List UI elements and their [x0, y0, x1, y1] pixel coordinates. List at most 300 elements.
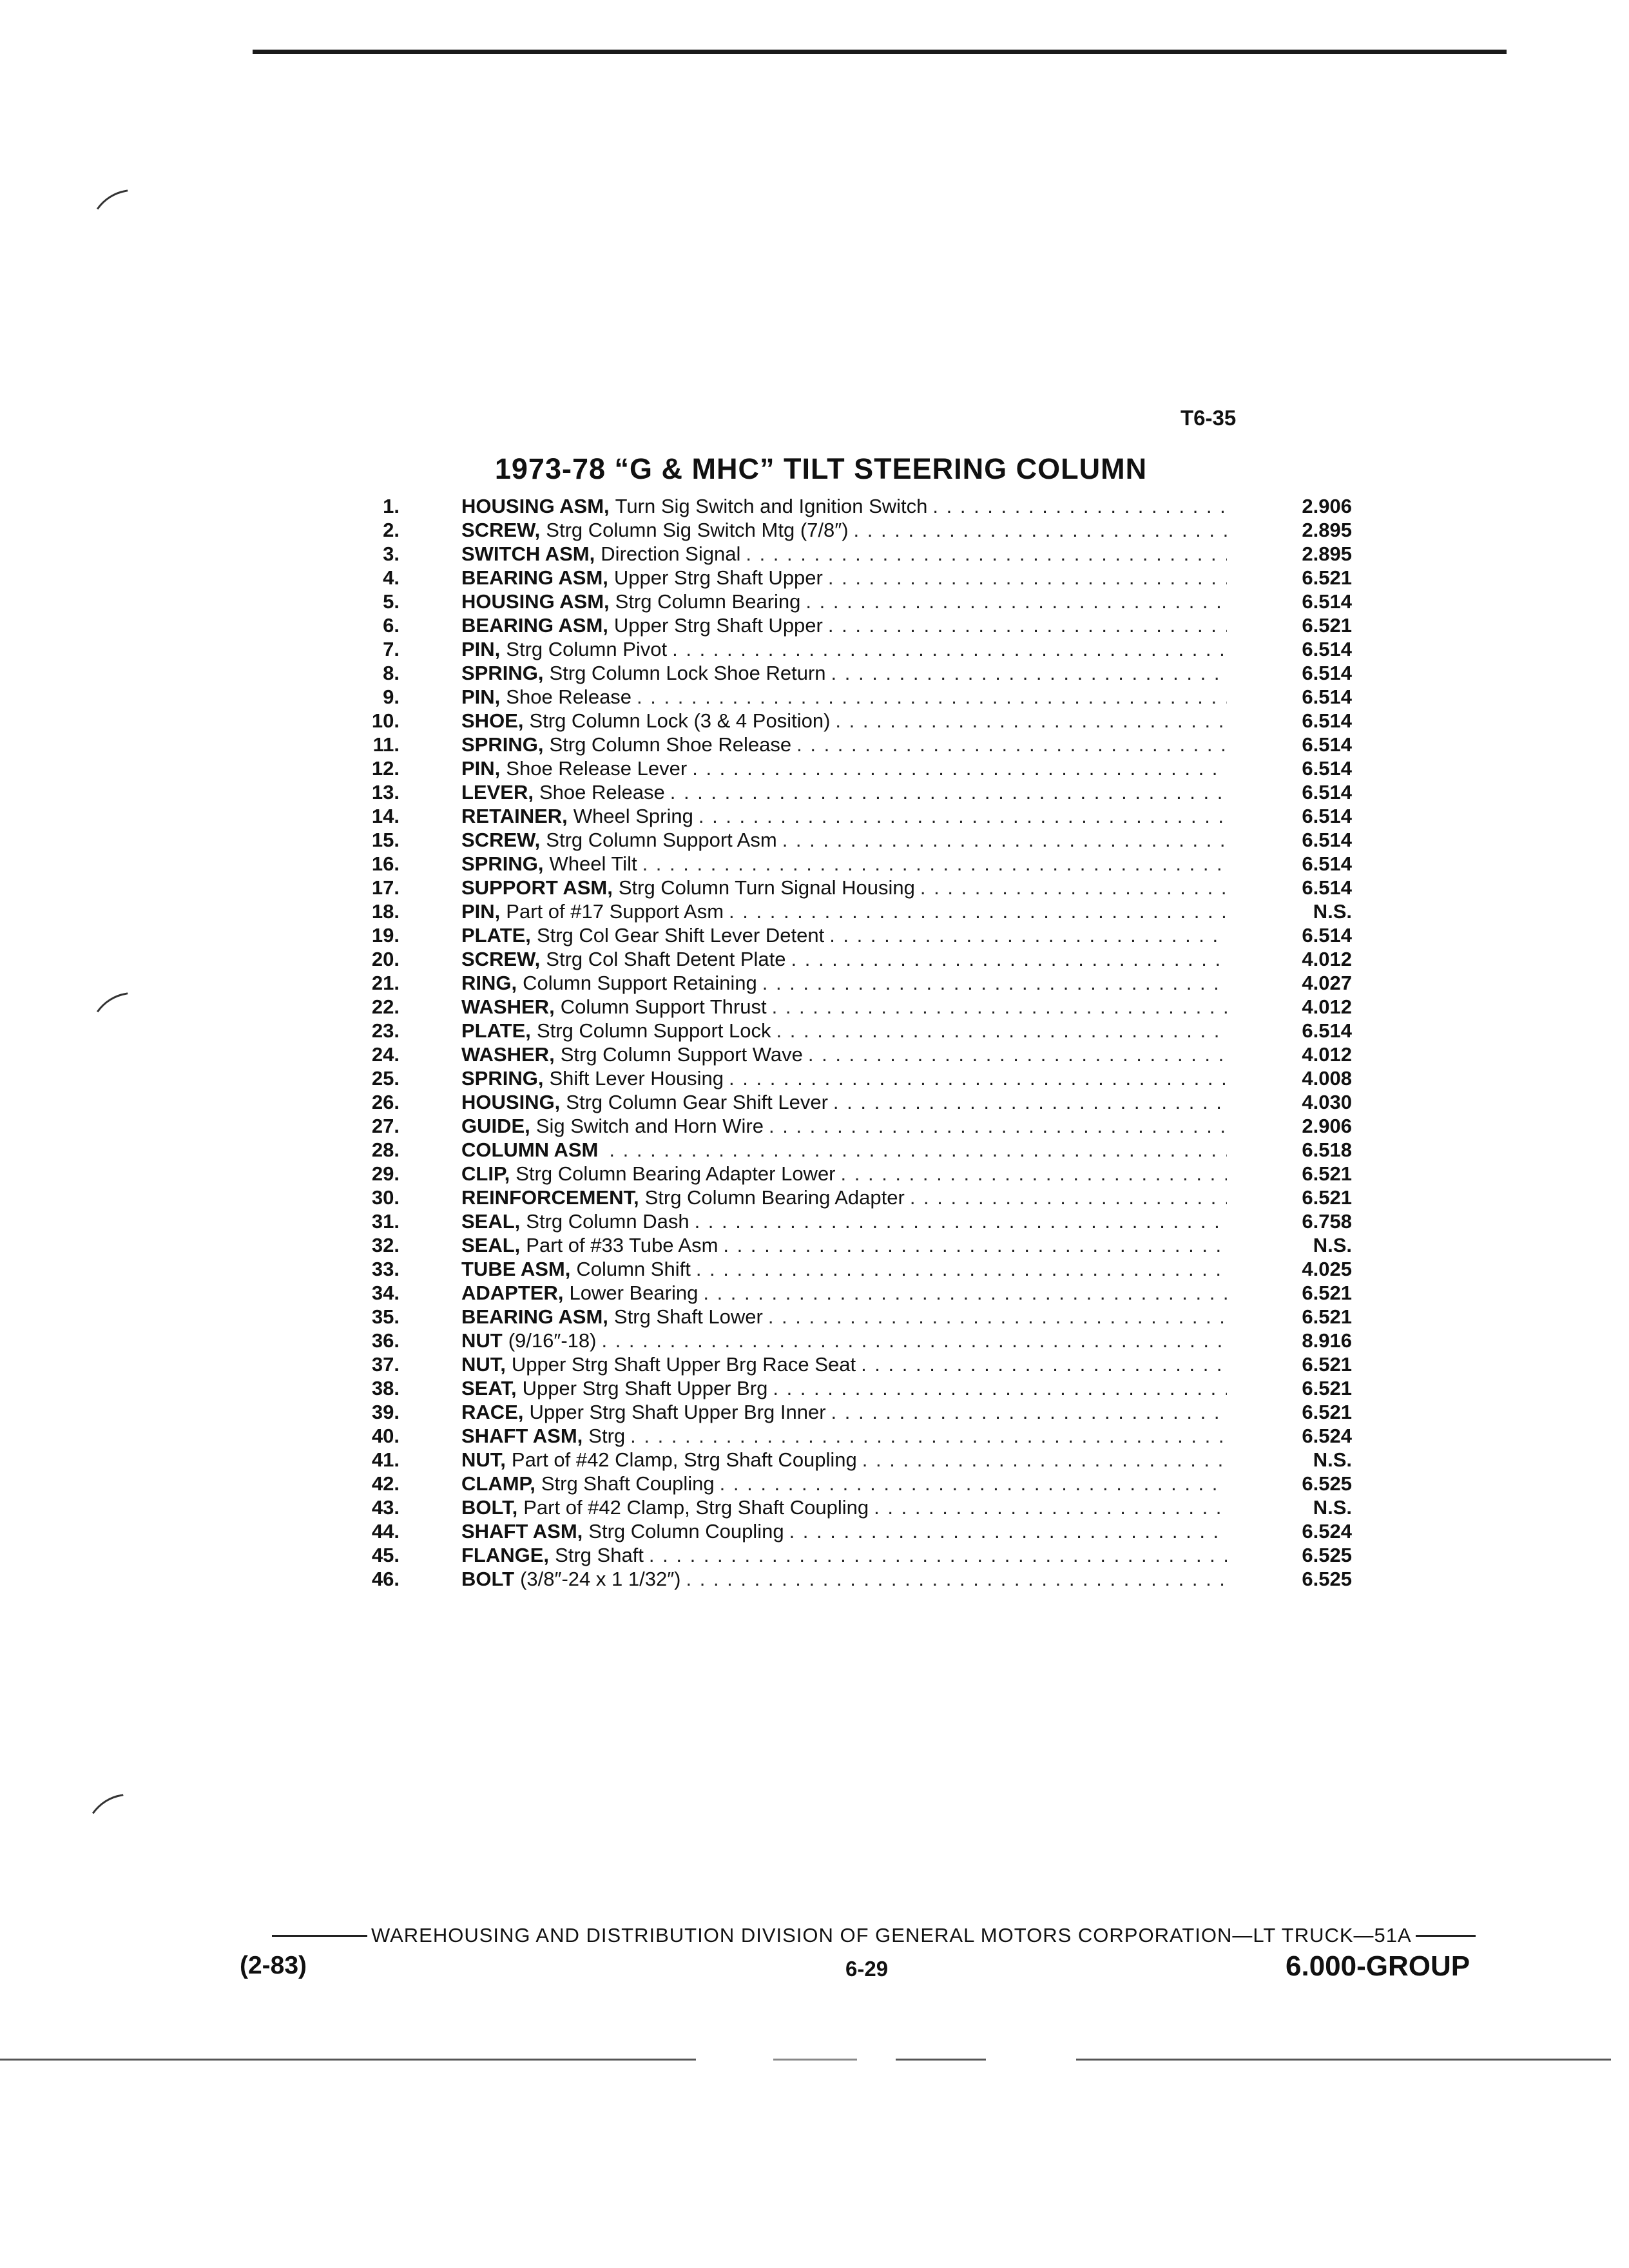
group-number: 6.521: [1302, 1186, 1352, 1209]
part-description: [461, 1329, 1227, 1352]
part-row: [0, 828, 1629, 852]
part-number: 45.: [371, 1544, 400, 1566]
part-number: 7.: [383, 638, 400, 660]
part-name: HOUSING ASM,: [461, 590, 610, 613]
group-number: 6.514: [1302, 781, 1352, 803]
part-row: [0, 1281, 1629, 1305]
part-row: [0, 1043, 1629, 1066]
dot-leader: [757, 971, 1227, 995]
dot-leader: [724, 1066, 1227, 1090]
part-row: [0, 1519, 1629, 1543]
part-description: [461, 1281, 1227, 1305]
part-detail: Strg Col Gear Shift Lever Detent: [536, 924, 825, 947]
top-rule: [253, 50, 1507, 54]
part-number: 24.: [371, 1043, 400, 1066]
group-number: 4.008: [1302, 1067, 1352, 1090]
part-row: [0, 733, 1629, 756]
group-number: 6.521: [1302, 1401, 1352, 1423]
group-number: 8.916: [1302, 1329, 1352, 1352]
dot-leader: [927, 494, 1227, 518]
part-number: 16.: [371, 852, 400, 875]
group-number: 6.521: [1302, 1282, 1352, 1304]
dot-leader: [665, 780, 1227, 804]
part-name: FLANGE,: [461, 1544, 550, 1566]
part-row: [0, 1424, 1629, 1448]
part-number: 14.: [371, 805, 400, 827]
part-name: PLATE,: [461, 924, 531, 947]
part-description: [461, 661, 1227, 685]
part-detail: Upper Strg Shaft Upper Brg Race Seat: [511, 1353, 856, 1376]
part-number: 11.: [372, 733, 400, 756]
part-description: [461, 756, 1227, 780]
dot-leader: [715, 1472, 1227, 1495]
part-name: SCREW,: [461, 948, 541, 970]
part-description: [461, 947, 1227, 971]
part-row: [0, 1567, 1629, 1591]
part-description: [461, 542, 1227, 566]
dot-leader: [823, 613, 1227, 637]
part-detail: Strg Shaft: [555, 1544, 644, 1566]
part-name: SHAFT ASM,: [461, 1425, 583, 1447]
part-number: 12.: [371, 757, 400, 780]
dot-leader: [800, 590, 1227, 613]
part-number: 36.: [371, 1329, 400, 1352]
part-description: [461, 923, 1227, 947]
part-name: GUIDE,: [461, 1115, 530, 1137]
part-row: [0, 1305, 1629, 1329]
dot-leader: [604, 1138, 1227, 1162]
part-row: [0, 685, 1629, 709]
group-number: 2.906: [1302, 495, 1352, 517]
part-row: [0, 971, 1629, 995]
part-row: [0, 661, 1629, 685]
scan-mark: [77, 1794, 131, 1849]
part-detail: Part of #42 Clamp, Strg Shaft Coupling: [511, 1448, 857, 1471]
part-detail: Strg Column Bearing Adapter: [644, 1186, 905, 1209]
part-detail: Strg Col Shaft Detent Plate: [546, 948, 786, 970]
part-detail: Strg Column Lock (3 & 4 Position): [529, 709, 831, 732]
bottom-rule: [773, 2059, 857, 2061]
group-number: 6.524: [1302, 1425, 1352, 1447]
part-number: 25.: [371, 1067, 400, 1090]
group-number: N.S.: [1313, 1496, 1352, 1519]
part-description: [461, 1257, 1227, 1281]
part-name: WASHER,: [461, 995, 555, 1018]
dot-leader: [849, 518, 1227, 542]
part-number: 37.: [371, 1353, 400, 1376]
bottom-rule: [896, 2059, 986, 2061]
dot-leader: [763, 1305, 1227, 1329]
part-detail: Shift Lever Housing: [549, 1067, 724, 1090]
part-detail: Strg: [588, 1425, 626, 1447]
part-row: [0, 1162, 1629, 1186]
part-name: BEARING ASM,: [461, 614, 608, 637]
group-number: 6.514: [1302, 686, 1352, 708]
group-number: 6.514: [1302, 757, 1352, 780]
part-number: 26.: [371, 1091, 400, 1113]
part-number: 46.: [371, 1568, 400, 1590]
part-description: [461, 804, 1227, 828]
dot-leader: [771, 1019, 1227, 1043]
dot-leader: [698, 1281, 1227, 1305]
part-name: CLAMP,: [461, 1472, 535, 1495]
footer-page-number: 6-29: [845, 1957, 889, 1981]
part-detail: Strg Column Support Wave: [560, 1043, 803, 1066]
dot-leader: [693, 804, 1227, 828]
part-row: [0, 1066, 1629, 1090]
dot-leader: [724, 899, 1227, 923]
dot-leader: [915, 876, 1227, 899]
group-number: 6.525: [1302, 1568, 1352, 1590]
part-number: 43.: [371, 1496, 400, 1519]
part-detail: Direction Signal: [601, 543, 741, 565]
part-description: [461, 1233, 1227, 1257]
part-number: 6.: [383, 614, 400, 637]
part-row: [0, 1186, 1629, 1209]
group-number: 6.514: [1302, 638, 1352, 660]
part-detail: Upper Strg Shaft Upper Brg Inner: [529, 1401, 826, 1423]
part-row: [0, 542, 1629, 566]
part-row: [0, 995, 1629, 1019]
part-name: BOLT,: [461, 1496, 518, 1519]
group-number: 2.906: [1302, 1115, 1352, 1137]
part-detail: Strg Shaft Lower: [613, 1305, 763, 1328]
part-detail: Lower Bearing: [569, 1282, 699, 1304]
part-row: [0, 613, 1629, 637]
group-number: 6.525: [1302, 1472, 1352, 1495]
dot-leader: [826, 1400, 1227, 1424]
part-detail: Part of #33 Tube Asm: [526, 1234, 718, 1256]
part-description: [461, 1448, 1227, 1472]
part-description: [461, 971, 1227, 995]
part-description: [461, 637, 1227, 661]
part-row: [0, 494, 1629, 518]
part-description: [461, 733, 1227, 756]
part-description: [461, 828, 1227, 852]
dot-leader: [691, 1257, 1227, 1281]
part-description: [461, 852, 1227, 876]
group-number: 6.518: [1302, 1139, 1352, 1161]
part-detail: Column Support Thrust: [560, 995, 767, 1018]
part-detail: Strg Column Bearing Adapter Lower: [516, 1162, 836, 1185]
part-row: [0, 1352, 1629, 1376]
part-detail: Strg Column Coupling: [588, 1520, 784, 1542]
part-name: SEAT,: [461, 1377, 517, 1399]
part-name: HOUSING,: [461, 1091, 561, 1113]
part-name: SPRING,: [461, 733, 544, 756]
part-number: 21.: [371, 972, 400, 994]
group-number: 2.895: [1302, 543, 1352, 565]
dot-leader: [764, 1114, 1227, 1138]
part-detail: Strg Shaft Coupling: [541, 1472, 715, 1495]
part-description: [461, 1138, 1227, 1162]
part-number: 28.: [371, 1139, 400, 1161]
group-number: 2.895: [1302, 519, 1352, 541]
footer-rule-left: [272, 1935, 375, 1937]
part-row: [0, 1376, 1629, 1400]
part-name: WASHER,: [461, 1043, 555, 1066]
part-row: [0, 566, 1629, 590]
group-number: 4.012: [1302, 1043, 1352, 1066]
footer-group: 6.000-GROUP: [1286, 1950, 1470, 1982]
part-detail: Strg Column Turn Signal Housing: [618, 876, 915, 899]
dot-leader: [857, 1448, 1227, 1472]
part-description: [461, 1209, 1227, 1233]
part-number: 13.: [371, 781, 400, 803]
page-reference-code: T6-35: [1181, 406, 1237, 430]
part-detail: Strg Column Support Asm: [546, 829, 777, 851]
part-name: LEVER,: [461, 781, 534, 803]
group-number: 4.025: [1302, 1258, 1352, 1280]
part-detail: Upper Strg Shaft Upper Brg: [522, 1377, 768, 1399]
group-number: 6.514: [1302, 924, 1352, 947]
part-row: [0, 780, 1629, 804]
dot-leader: [777, 828, 1227, 852]
part-description: [461, 1114, 1227, 1138]
part-description: [461, 995, 1227, 1019]
dot-leader: [905, 1186, 1227, 1209]
part-description: [461, 1162, 1227, 1186]
part-detail: Wheel Tilt: [549, 852, 637, 875]
part-description: [461, 1519, 1227, 1543]
bottom-rule: [0, 2059, 696, 2061]
part-detail: Column Shift: [576, 1258, 691, 1280]
dot-leader: [830, 709, 1227, 733]
part-row: [0, 1019, 1629, 1043]
dot-leader: [803, 1043, 1227, 1066]
part-number: 39.: [371, 1401, 400, 1423]
part-name: SCREW,: [461, 519, 541, 541]
part-name: SHOE,: [461, 709, 524, 732]
part-description: [461, 1376, 1227, 1400]
part-detail: (9/16″-18): [508, 1329, 597, 1352]
part-detail: Turn Sig Switch and Ignition Switch: [615, 495, 928, 517]
part-number: 1.: [383, 495, 400, 517]
part-description: [461, 613, 1227, 637]
part-row: [0, 1543, 1629, 1567]
dot-leader: [767, 1376, 1227, 1400]
part-name: RING,: [461, 972, 517, 994]
part-description: [461, 1186, 1227, 1209]
part-number: 35.: [371, 1305, 400, 1328]
part-name: BOLT: [461, 1568, 515, 1590]
part-description: [461, 1352, 1227, 1376]
part-row: [0, 899, 1629, 923]
part-detail: Strg Column Lock Shoe Return: [549, 662, 826, 684]
part-number: 9.: [383, 686, 400, 708]
part-description: [461, 590, 1227, 613]
part-name: SUPPORT ASM,: [461, 876, 613, 899]
part-row: [0, 1448, 1629, 1472]
part-row: [0, 1472, 1629, 1495]
part-name: SPRING,: [461, 1067, 544, 1090]
group-number: N.S.: [1313, 900, 1352, 923]
part-number: 4.: [383, 566, 400, 589]
group-number: N.S.: [1313, 1448, 1352, 1471]
group-number: 6.514: [1302, 1019, 1352, 1042]
dot-leader: [784, 1519, 1227, 1543]
part-number: 31.: [371, 1210, 400, 1233]
group-number: 6.521: [1302, 614, 1352, 637]
group-number: 6.521: [1302, 566, 1352, 589]
part-number: 30.: [371, 1186, 400, 1209]
part-description: [461, 1066, 1227, 1090]
part-row: [0, 1114, 1629, 1138]
dot-leader: [828, 1090, 1227, 1114]
part-row: [0, 709, 1629, 733]
part-name: SEAL,: [461, 1234, 521, 1256]
group-number: 4.012: [1302, 948, 1352, 970]
bottom-rule: [1076, 2059, 1611, 2061]
part-description: [461, 780, 1227, 804]
dot-leader: [869, 1495, 1227, 1519]
part-row: [0, 1090, 1629, 1114]
part-number: 41.: [371, 1448, 400, 1471]
dot-leader: [687, 756, 1227, 780]
group-number: 6.514: [1302, 805, 1352, 827]
part-name: SPRING,: [461, 852, 544, 875]
group-number: 4.027: [1302, 972, 1352, 994]
dot-leader: [786, 947, 1228, 971]
part-row: [0, 1329, 1629, 1352]
part-detail: Strg Column Sig Switch Mtg (7/8″): [546, 519, 849, 541]
part-name: COLUMN ASM: [461, 1139, 599, 1161]
group-number: 6.521: [1302, 1353, 1352, 1376]
group-number: 6.521: [1302, 1305, 1352, 1328]
dot-leader: [667, 637, 1227, 661]
part-number: 22.: [371, 995, 400, 1018]
part-detail: Upper Strg Shaft Upper: [613, 614, 823, 637]
group-number: 6.521: [1302, 1162, 1352, 1185]
part-name: NUT: [461, 1329, 503, 1352]
part-detail: Strg Column Dash: [526, 1210, 689, 1233]
part-name: REINFORCEMENT,: [461, 1186, 639, 1209]
group-number: 4.030: [1302, 1091, 1352, 1113]
part-row: [0, 1257, 1629, 1281]
part-number: 38.: [371, 1377, 400, 1399]
part-name: RETAINER,: [461, 805, 568, 827]
part-detail: Shoe Release: [539, 781, 665, 803]
part-number: 8.: [383, 662, 400, 684]
part-number: 33.: [371, 1258, 400, 1280]
group-number: 6.514: [1302, 590, 1352, 613]
part-description: [461, 1043, 1227, 1066]
part-name: TUBE ASM,: [461, 1258, 571, 1280]
group-number: 4.012: [1302, 995, 1352, 1018]
part-number: 42.: [371, 1472, 400, 1495]
part-description: [461, 1090, 1227, 1114]
part-name: NUT,: [461, 1353, 506, 1376]
group-number: 6.521: [1302, 1377, 1352, 1399]
dot-leader: [767, 995, 1227, 1019]
dot-leader: [836, 1162, 1227, 1186]
part-number: 40.: [371, 1425, 400, 1447]
part-description: [461, 685, 1227, 709]
dot-leader: [637, 852, 1227, 876]
parts-list: [0, 494, 1629, 1591]
part-name: PIN,: [461, 757, 501, 780]
part-description: [461, 709, 1227, 733]
part-number: 20.: [371, 948, 400, 970]
part-number: 29.: [371, 1162, 400, 1185]
part-number: 44.: [371, 1520, 400, 1542]
dot-leader: [644, 1543, 1227, 1567]
dot-leader: [740, 542, 1227, 566]
part-row: [0, 804, 1629, 828]
part-detail: Shoe Release Lever: [506, 757, 688, 780]
footer-division-text: WAREHOUSING AND DISTRIBUTION DIVISION OF GENERAL MOTORS CORPORATION—LT TRUCK—51A: [367, 1924, 1416, 1947]
group-number: 6.514: [1302, 733, 1352, 756]
part-name: RACE,: [461, 1401, 524, 1423]
part-description: [461, 899, 1227, 923]
part-row: [0, 590, 1629, 613]
dot-leader: [823, 566, 1227, 590]
dot-leader: [791, 733, 1227, 756]
part-number: 2.: [383, 519, 400, 541]
part-number: 3.: [383, 543, 400, 565]
part-name: PIN,: [461, 900, 501, 923]
dot-leader: [824, 923, 1227, 947]
part-detail: Wheel Spring: [573, 805, 693, 827]
dot-leader: [826, 661, 1227, 685]
part-number: 23.: [371, 1019, 400, 1042]
group-number: 6.514: [1302, 662, 1352, 684]
group-number: 6.525: [1302, 1544, 1352, 1566]
part-detail: Part of #42 Clamp, Strg Shaft Coupling: [523, 1496, 869, 1519]
part-name: NUT,: [461, 1448, 506, 1471]
part-row: [0, 876, 1629, 899]
part-detail: Strg Column Pivot: [506, 638, 668, 660]
scan-mark: [81, 189, 136, 244]
page-title: 1973-78 “G & MHC” TILT STEERING COLUMN: [494, 452, 1148, 485]
part-number: 5.: [383, 590, 400, 613]
part-name: SHAFT ASM,: [461, 1520, 583, 1542]
part-number: 19.: [371, 924, 400, 947]
group-number: 6.524: [1302, 1520, 1352, 1542]
group-number: 6.514: [1302, 852, 1352, 875]
part-description: [461, 1019, 1227, 1043]
part-number: 17.: [371, 876, 400, 899]
part-number: 15.: [371, 829, 400, 851]
part-description: [461, 518, 1227, 542]
part-detail: Strg Column Shoe Release: [549, 733, 792, 756]
part-row: [0, 1209, 1629, 1233]
part-number: 27.: [371, 1115, 400, 1137]
dot-leader: [689, 1209, 1227, 1233]
part-name: CLIP,: [461, 1162, 510, 1185]
part-detail: [598, 1138, 604, 1162]
group-number: 6.514: [1302, 709, 1352, 732]
part-description: [461, 494, 1227, 518]
part-name: BEARING ASM,: [461, 566, 608, 589]
part-number: 10.: [371, 709, 400, 732]
part-detail: Sig Switch and Horn Wire: [535, 1115, 764, 1137]
part-detail: Part of #17 Support Asm: [506, 900, 724, 923]
group-number: 6.758: [1302, 1210, 1352, 1233]
part-detail: Upper Strg Shaft Upper: [613, 566, 823, 589]
part-row: [0, 947, 1629, 971]
part-number: 34.: [371, 1282, 400, 1304]
part-detail: (3/8″-24 x 1 1/32″): [520, 1568, 681, 1590]
dot-leader: [625, 1424, 1227, 1448]
part-detail: Strg Column Bearing: [615, 590, 801, 613]
part-description: [461, 1567, 1227, 1591]
part-name: HOUSING ASM,: [461, 495, 610, 517]
part-detail: Column Support Retaining: [523, 972, 757, 994]
dot-leader: [596, 1329, 1227, 1352]
part-description: [461, 1424, 1227, 1448]
part-name: BEARING ASM,: [461, 1305, 608, 1328]
